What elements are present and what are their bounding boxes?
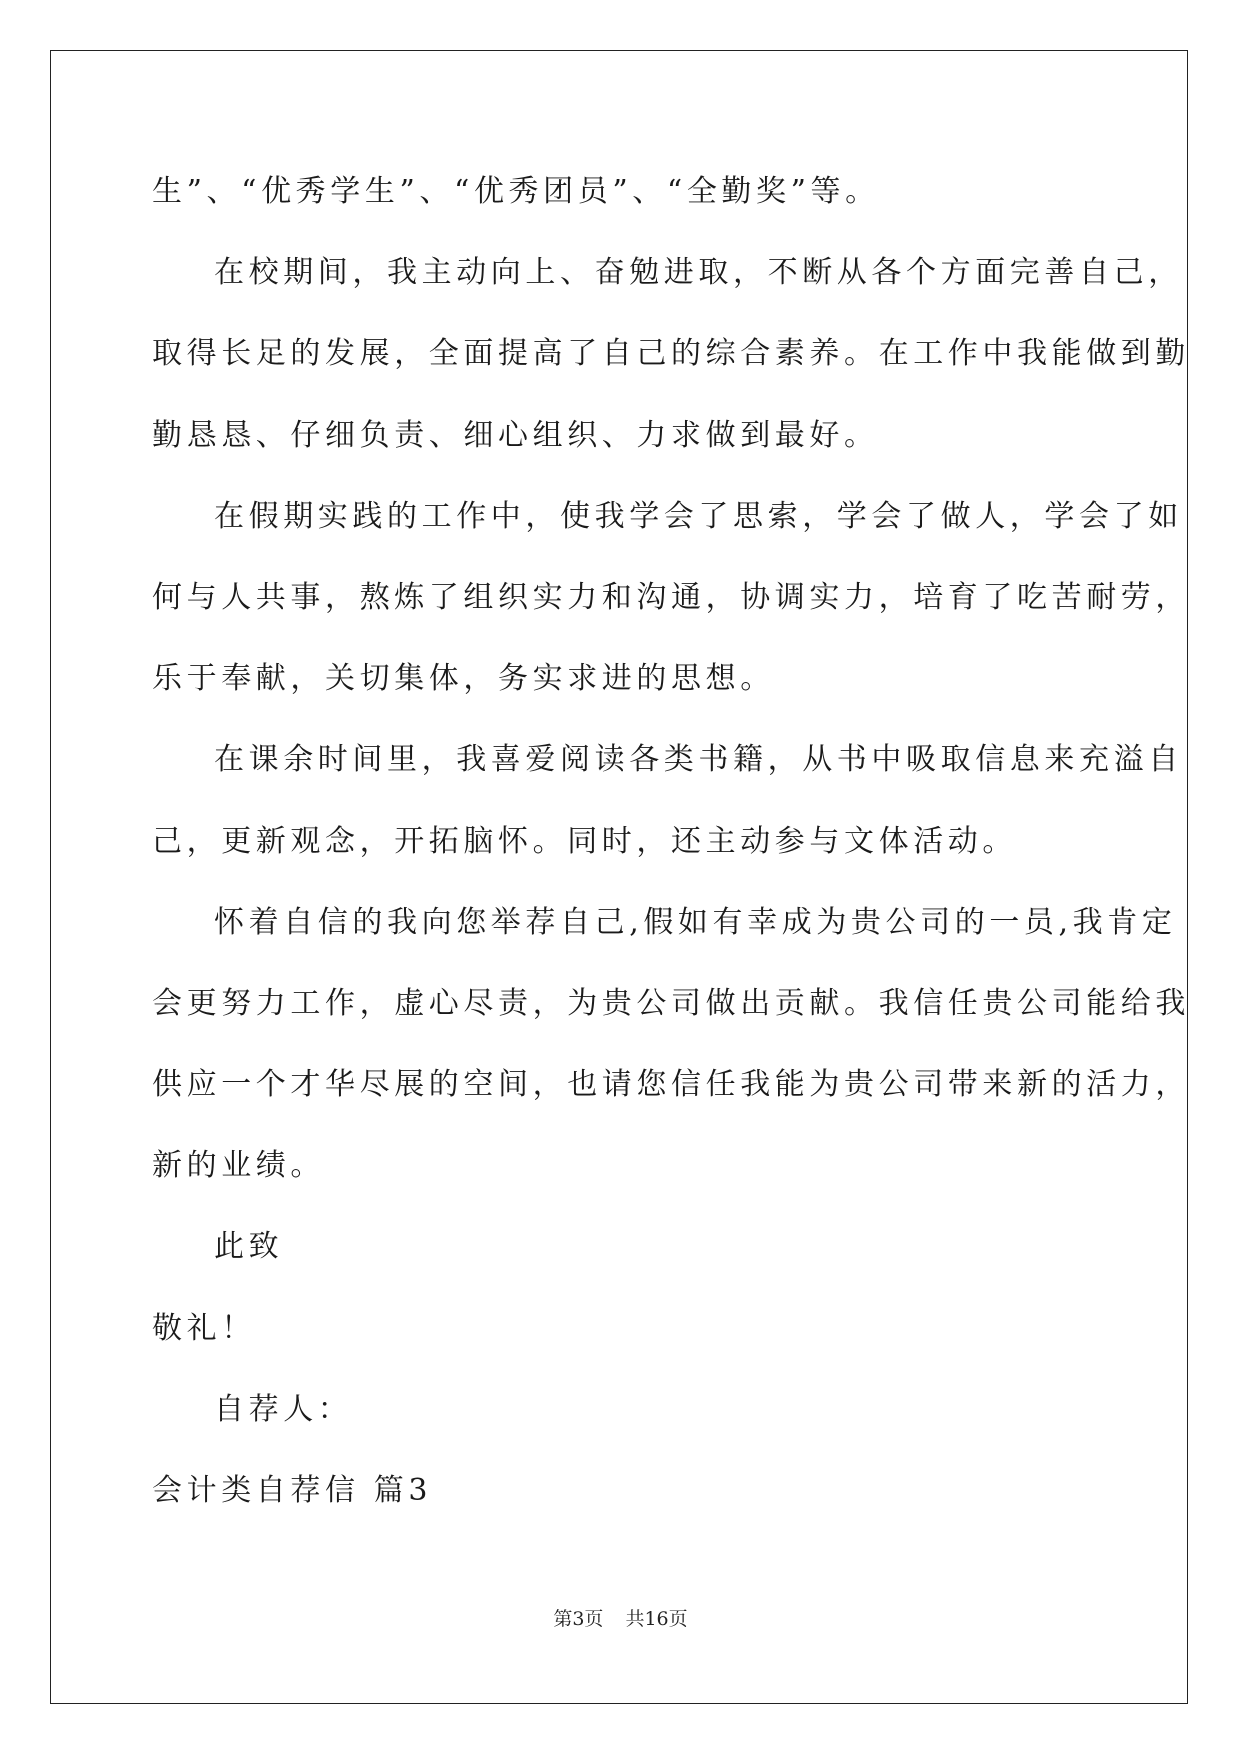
closing-regards: 敬礼！	[152, 1310, 256, 1346]
text-line: 己，更新观念，开拓脑怀。同时，还主动参与文体活动。	[152, 823, 1017, 859]
text-line: 勤恳恳、仔细负责、细心组织、力求做到最好。	[152, 417, 879, 453]
signature-label: 自荐人：	[214, 1391, 353, 1427]
paragraph-start-line: 怀着自信的我向您举荐自己,假如有幸成为贵公司的一员,我肯定	[214, 904, 1177, 940]
text-line: 供应一个才华尽展的空间，也请您信任我能为贵公司带来新的活力，	[152, 1067, 1190, 1103]
text-line: 会更努力工作，虚心尽责，为贵公司做出贡献。我信任贵公司能给我	[152, 985, 1190, 1021]
text-line: 乐于奉献，关切集体，务实求进的思想。	[152, 661, 775, 697]
section-heading: 会计类自荐信 篇3	[152, 1473, 433, 1508]
page-total: 共16页	[625, 1608, 688, 1630]
text-line: 新的业绩。	[152, 1148, 325, 1184]
letter-body	[152, 165, 1190, 1545]
page-footer	[0, 1604, 1241, 1631]
paragraph-start-line: 在假期实践的工作中，使我学会了思索，学会了做人，学会了如	[214, 498, 1183, 534]
text-line: 何与人共事，熬炼了组织实力和沟通，协调实力，培育了吃苦耐劳，	[152, 579, 1190, 615]
page-number: 第3页	[553, 1608, 604, 1630]
text-line: 生”、“优秀学生”、“优秀团员”、“全勤奖”等。	[152, 174, 880, 209]
paragraph-start-line: 在课余时间里，我喜爱阅读各类书籍，从书中吸取信息来充溢自	[214, 742, 1183, 778]
paragraph-start-line: 在校期间，我主动向上、奋勉进取，不断从各个方面完善自己，	[214, 255, 1183, 291]
closing-salutation: 此致	[214, 1229, 284, 1265]
text-line: 取得长足的发展，全面提高了自己的综合素养。在工作中我能做到勤	[152, 336, 1190, 372]
